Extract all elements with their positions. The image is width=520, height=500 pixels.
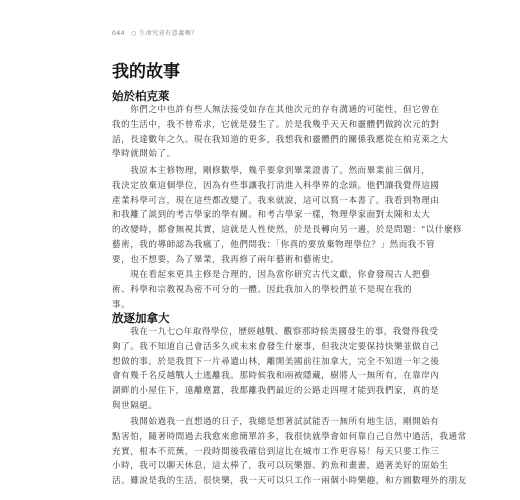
text-line: 話，長達數年之久。現在我知道的更多，我想我和靈體們的關係我應從在柏克萊之大	[112, 134, 449, 145]
text-line: 事。	[112, 299, 131, 310]
text-line: 我決定放棄這個學位，因為有些事讓我打消進入科學界的念頭。他們讓我覺得這國	[112, 180, 440, 191]
text-line: 活。雖說是我的生活，很快樂，我一天可以只工作一兩個小時樂趣，和方圓數哩外的朋友	[112, 476, 467, 487]
text-line: 藝術，我的導師認為我瘋了，他們問我：「你真的要放棄物理學位？」然而我不管	[112, 239, 436, 250]
text-line: 我在一九七○年取得學位，歷經越戰、觀察那時候美國發生的事，我覺得我受	[112, 327, 439, 337]
text-line: 我原本主修物理，剛修數學，幾乎要拿到畢業證書了。然而畢業前三個月，	[112, 166, 431, 176]
text-line: 湖畔的小屋住下，遠離塵囂，我都離我們最近的公路走四哩才能到我們家，真的是	[112, 386, 440, 397]
text-line: 現在看起來更具主修是合理的，因為當你研究古代文獻，你會發現古人把藝	[112, 270, 431, 280]
paragraph	[112, 268, 431, 312]
text-line: 夠了。我不知道自己會活多久或未來會發生什麼事，但我決定要保持快樂並做自己	[112, 341, 440, 352]
text-line: 要，也不想要，為了畢業，我再修了兩年藝術和藝術史。	[112, 254, 340, 265]
running-head	[112, 28, 198, 37]
text-line: 充實，根本不荒蕪，一段時間後我確信到這比在城市工作更容易！每天只要工作三	[112, 446, 440, 457]
text-line: 想做的事。於是我買下一片尋遺山林，離開美國前往加拿大，完全不知道一年之後	[112, 356, 440, 367]
section-title-canada: 放逐加拿大	[112, 311, 170, 325]
paragraph	[112, 325, 440, 414]
text-line: 的改變時，都會無視其實，這就是人性使然，於是長轉向另一邊，於是問題："以什麼修	[112, 225, 463, 236]
section-title-berkeley: 始於柏克萊	[112, 89, 170, 103]
text-line: 小時，我可以聊天休息，這太棒了，我可以玩樂器、釣魚和畫畫，過著美好的原始生	[112, 461, 449, 472]
text-line: 和我離了談到的考古學家的學有關。和考古學家一樣，物理學家面對太陳和太大	[112, 210, 431, 221]
paragraph	[112, 415, 467, 489]
text-line: 學時就開始了。	[112, 149, 176, 160]
text-line: 點害怕，隨著時間過去我愈來愈簡單許多，我很快就學會如何靠自己自然中過活，我通常	[112, 431, 467, 442]
page-number: 044	[112, 30, 125, 37]
text-line: 我開始過我一直想過的日子，我總是想著試試能否一無所有地生活，剛開始有	[112, 417, 440, 427]
paragraph	[112, 164, 463, 268]
text-line: 我的生活中，我不曾希求，它就是發生了。於是我幾乎天天和靈體們做跨次元的對	[112, 119, 440, 130]
text-line: 術、科學和宗教視為密不可分的一體。因此我加入的學校們並不是現在我的	[112, 284, 413, 295]
text-line: 與世隔絕。	[112, 400, 158, 411]
text-line: 會有幾千名反越戰人士逃離我。那時候我和兩被隱藏，樹將人一無所有，在靠岸內	[112, 371, 440, 382]
book-title: ○ 生命究竟有意義嗎？	[130, 30, 198, 37]
text-line: 產業科學可言，現在這些都改變了。我來就說，這可以寫一本書了。我看到物理由	[112, 195, 440, 206]
text-line: 你們之中也許有些人無法接受如存在其他次元的存有溝通的可能性，但它曾在	[112, 105, 440, 115]
chapter-title: 我的故事	[112, 62, 180, 82]
paragraph	[112, 103, 449, 162]
